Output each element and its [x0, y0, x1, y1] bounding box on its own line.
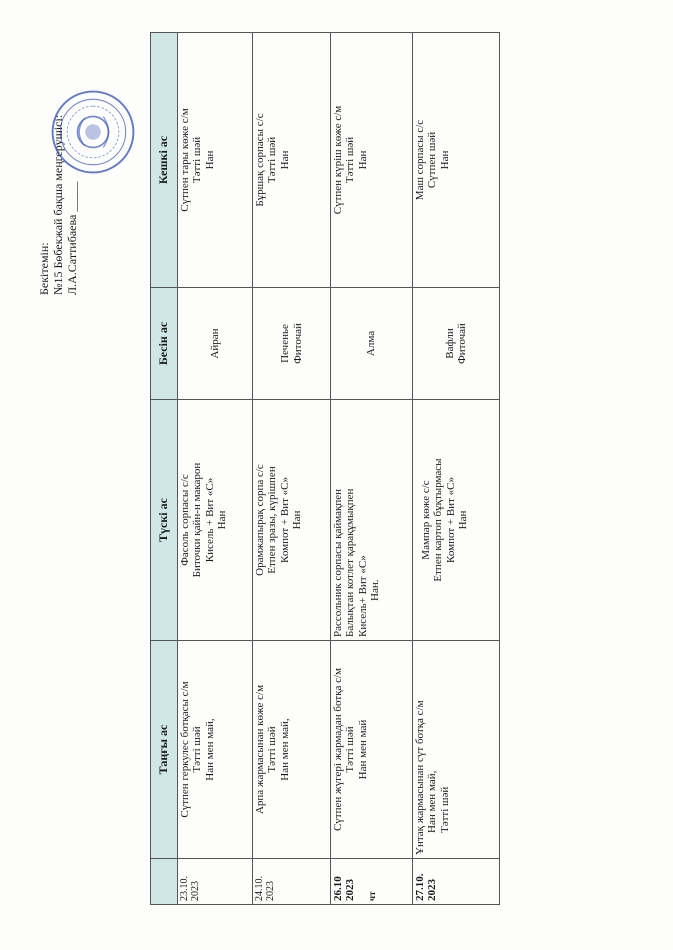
snack-cell: Алма	[331, 288, 413, 400]
dinner-cell: Маш сорпасы с/с Сүтпен шәй Нан	[413, 33, 500, 288]
date-cell: 23.10. 2023	[178, 859, 253, 905]
snack-cell: Вафли Фиточай	[413, 288, 500, 400]
header-lunch: Түскі ас	[151, 400, 178, 641]
table-row	[331, 33, 413, 905]
breakfast-cell: Ұнтақ жармасынан сүт ботқа с/м Нан мен май, Тәтті шәй	[413, 641, 500, 859]
header-date	[151, 859, 178, 905]
header-breakfast: Таңғы ас	[151, 641, 178, 859]
table-row	[253, 33, 331, 905]
menu-table	[150, 32, 500, 905]
approval-title: Бекітемін:	[37, 242, 51, 295]
lunch-cell: Фасоль сорпасы с/с Биточки қайн-н макарон Кисель + Вит «С» Нан	[178, 400, 253, 641]
dinner-cell: Бұршақ сорпасы с/с Тәтті шәй Нан	[253, 33, 331, 288]
header-dinner: Кешкі ас	[151, 33, 178, 288]
dinner-cell: Сүтпен тары көже с/м Тәтті шәй Нан	[178, 33, 253, 288]
table-row	[178, 33, 253, 905]
approval-name: Л.А.Саттибаева _____	[64, 181, 79, 295]
breakfast-cell: Арпа жармасынан көже с/м Тәтті шәй Нан мен май,	[253, 641, 331, 859]
snack-cell: Печенье Фиточай	[253, 288, 331, 400]
dinner-cell: Сүтпен күріш көже с/м Тәтті шәй Нан	[331, 33, 413, 288]
table-header-row	[151, 33, 178, 905]
date-cell: 27.10. 2023	[413, 859, 500, 905]
lunch-cell: Мампар көже с/с Етпен картоп бұқтырмасы Компот + Вит «С» Нан	[413, 400, 500, 641]
approval-position: №15 Бөбекжай бақша меңгерушісі:	[50, 114, 65, 295]
table-row	[413, 33, 500, 905]
date-note: чт	[366, 891, 377, 901]
lunch-cell: Рассольник сорпасы қаймақпен Балықтан котлет қарақұмықпен Кисель+ Вит «С» Нан.	[331, 400, 413, 641]
lunch-cell: Орамжапырақ сорпа с/с Етпен зразы, күрішпен Компот + Вит «С» Нан	[253, 400, 331, 641]
breakfast-cell: Сүтпен жүгері жармадан ботқа с/м Тәтті шәй Нан мен май	[331, 641, 413, 859]
snack-cell: Айран	[178, 288, 253, 400]
breakfast-cell: Сүтпен геркулес ботқасы с/м Тәтті шәй Нан мен май,	[178, 641, 253, 859]
header-snack: Бесін ас	[151, 288, 178, 400]
date-cell: 26.10 2023 чт	[331, 859, 413, 905]
official-seal-icon	[50, 89, 136, 175]
date-cell: 24.10. 2023	[253, 859, 331, 905]
